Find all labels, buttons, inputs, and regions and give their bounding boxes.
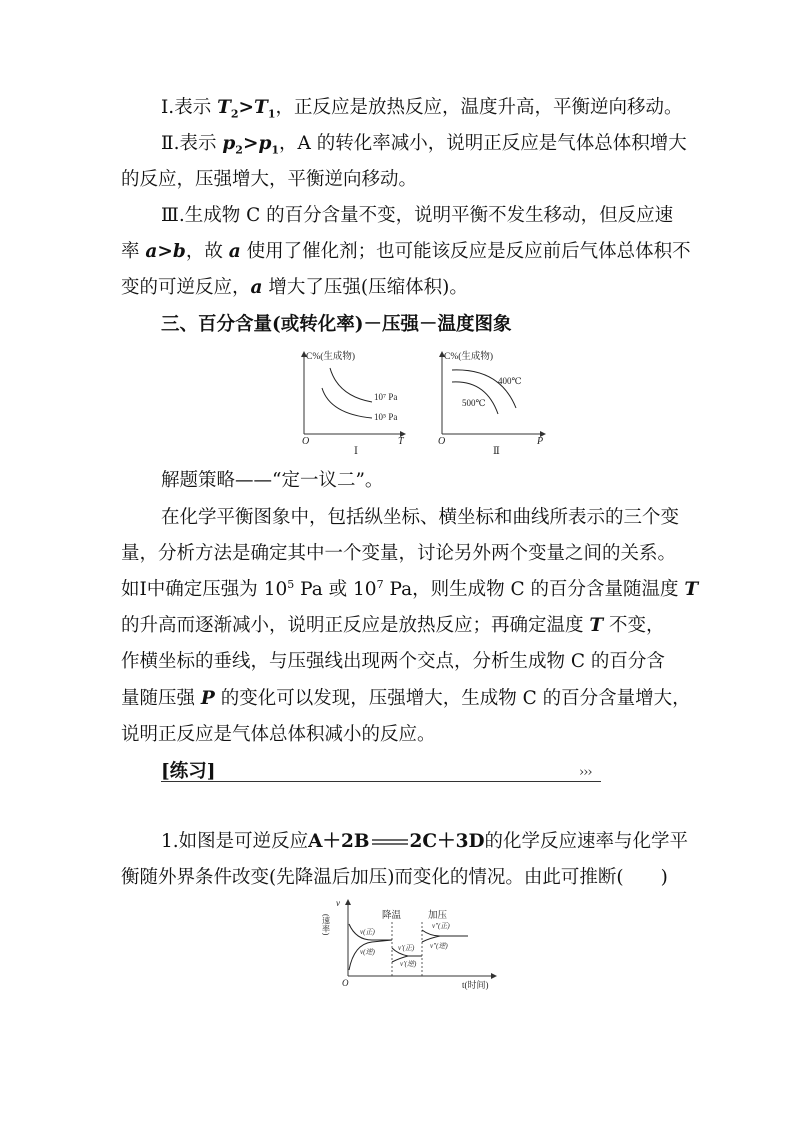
var-a: a: [145, 241, 158, 262]
para2-prefix: Ⅱ.表示: [161, 133, 223, 154]
sup-7: 7: [376, 577, 384, 591]
para4-line3: [121, 578, 698, 602]
figure2-ylabel-text: (速率): [322, 914, 331, 936]
figure1-right-plot: [438, 350, 545, 457]
figure2-label-cool: 降温: [382, 911, 402, 921]
para4-line2: 量，分析方法是确定其中一个变量，讨论另外两个变量之间的关系。: [121, 543, 677, 564]
figure1-left-plot: [302, 350, 405, 457]
para4-line6: [121, 687, 691, 711]
question1-line2: 衡随外界条件改变(先降温后加压)而变化的情况。由此可推断( ): [121, 867, 668, 888]
label-v-rev: v(逆): [360, 948, 375, 956]
figure1-right-ylabel: C%(生成物): [444, 352, 494, 362]
var-a: a: [250, 277, 263, 298]
var-P: P: [200, 688, 215, 709]
text: 使用了催化剂；也可能该反应是反应前后气体总体积不: [240, 241, 691, 262]
strategy-line: 解题策略——“定一议二”。: [161, 470, 384, 491]
para4-line4: [121, 614, 665, 638]
figure1-left-caption: Ⅰ: [354, 446, 358, 457]
gt-sign: >: [238, 97, 255, 118]
reversible-arrow-icon: [370, 837, 410, 847]
var-p2: p: [222, 133, 236, 154]
figure1-left-xaxis: T: [398, 436, 404, 447]
text: 的化学反应速率与化学平: [484, 831, 689, 852]
var-b: b: [172, 241, 186, 262]
para2-line2: 的反应，压强增大，平衡逆向移动。: [121, 169, 418, 190]
figure1-right-caption: Ⅱ: [493, 446, 500, 457]
para3-line1: Ⅲ.生成物 C 的百分含量不变，说明平衡不发生移动，但反应速: [161, 205, 674, 226]
figure1-left-label-top: 10⁷ Pa: [374, 392, 398, 402]
label-v-fwd: v(正): [360, 928, 375, 936]
text: 变的可逆反应，: [121, 277, 251, 298]
text: 的升高而逐渐减小，说明正反应是放热反应；再确定温度: [121, 615, 590, 636]
var-T1: T: [254, 97, 268, 118]
para4-line5: 作横坐标的垂线，与压强线出现两个交点，分析生成物 C 的百分含: [121, 651, 665, 672]
practice-arrows-icon: ›››: [579, 765, 592, 780]
figure-percent-pressure-temperature: [290, 346, 560, 458]
text: 如Ⅰ中确定压强为 10: [121, 579, 288, 600]
equation-right: 2C＋3D: [409, 831, 485, 852]
label-v1-fwd: v′(正): [398, 944, 415, 952]
figure1-right-origin: O: [438, 436, 446, 447]
figure1-left-label-bottom: 10⁵ Pa: [374, 412, 398, 422]
var-p1: p: [258, 133, 272, 154]
text: 量随压强: [121, 688, 201, 709]
para4-line1: 在化学平衡图象中，包括纵坐标、横坐标和曲线所表示的三个变: [161, 507, 680, 528]
gt-sign: >: [157, 241, 173, 262]
figure1-right-label-outer: 400℃: [498, 376, 522, 386]
var-T2: T: [217, 97, 231, 118]
para3-line3: [121, 276, 468, 300]
figure2-origin: O: [342, 978, 349, 988]
sub-1: 1: [267, 107, 276, 121]
para1-text: ，正反应是放热反应，温度升高，平衡逆向移动。: [275, 97, 683, 118]
sub-2: 2: [235, 143, 243, 157]
figure2-label-press: 加压: [428, 911, 448, 921]
sub-1: 1: [271, 143, 280, 157]
var-a: a: [228, 241, 241, 262]
label-v2-rev: v″(逆): [430, 942, 448, 950]
var-T: T: [589, 615, 604, 636]
text: Pa 或 10: [294, 579, 377, 600]
gt-sign: >: [242, 133, 259, 154]
text: 增大了压强(压缩体积)。: [262, 277, 468, 298]
para1-line1: [161, 96, 682, 120]
var-T: T: [684, 579, 699, 600]
equation-left: A＋2B: [308, 831, 370, 852]
figure1-left-ylabel: C%(生成物): [306, 352, 356, 362]
figure1-right-label-inner: 500℃: [462, 398, 486, 408]
para2-text: ，A 的转化率减小，说明正反应是气体总体积增大: [279, 133, 687, 154]
text: Pa，则生成物 C 的百分含量随温度: [383, 579, 685, 600]
curve-10-7-pa: [330, 368, 372, 402]
practice-label: [练习]: [161, 761, 216, 782]
text: 1.如图是可逆反应: [161, 831, 309, 852]
text: ，故: [185, 241, 229, 262]
practice-divider: [161, 781, 601, 782]
section-heading: 三、百分含量(或转化率)－压强－温度图象: [161, 314, 512, 335]
para3-line2: [121, 240, 691, 264]
para1-prefix: Ⅰ.表示: [161, 97, 218, 118]
figure1-left-origin: O: [302, 436, 310, 447]
sup-5: 5: [287, 577, 295, 591]
text: 的变化可以发现，压强增大，生成物 C 的百分含量增大，: [214, 688, 691, 709]
figure-rate-time: [322, 896, 502, 992]
text: 率: [121, 241, 146, 262]
figure2-ylabel-v: v: [336, 898, 340, 908]
figure1-right-xaxis: P: [537, 436, 544, 447]
para2-line1: [161, 132, 687, 156]
sub-2: 2: [230, 107, 239, 121]
para4-line7: 说明正反应是气体总体积减小的反应。: [121, 724, 436, 745]
question1-line1: [161, 830, 688, 854]
label-v2-fwd: v″(正): [432, 922, 450, 930]
text: 不变，: [603, 615, 665, 636]
figure2-xaxis: t(时间): [462, 980, 489, 990]
label-v1-rev: v′(逆): [400, 960, 417, 968]
